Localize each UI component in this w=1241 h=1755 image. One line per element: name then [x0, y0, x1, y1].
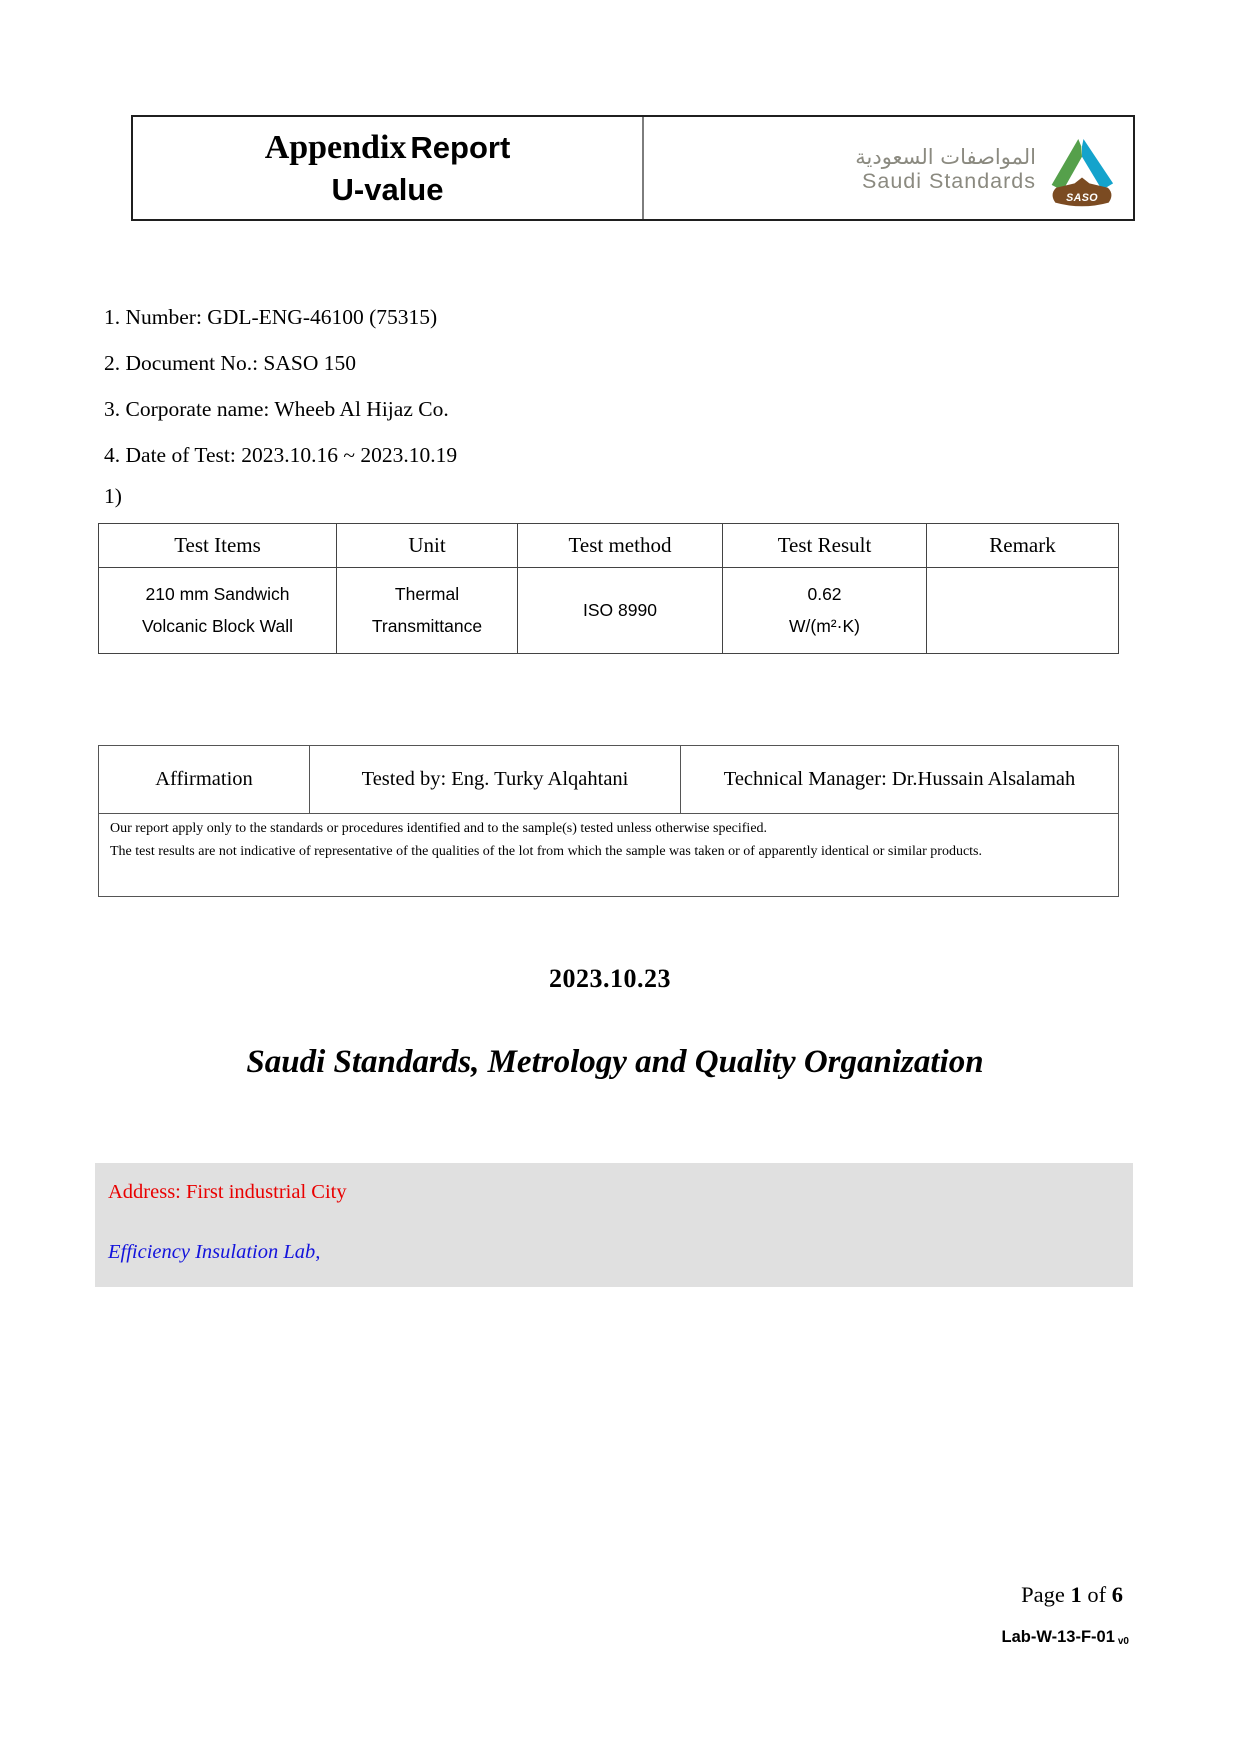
header-box: [131, 115, 1135, 221]
lab-line: Efficiency Insulation Lab,: [108, 1241, 321, 1263]
cell-test-method: ISO 8990: [518, 568, 723, 654]
info-item-corporate-name: 3. Corporate name: Wheeb Al Hijaz Co.: [104, 397, 449, 421]
disclaimer-row: [99, 814, 1119, 897]
doc-code-text: Lab-W-13-F-01: [1001, 1628, 1115, 1646]
cell-unit: [337, 568, 518, 654]
test-item-line2: Volcanic Block Wall: [141, 615, 294, 636]
page-number: [1021, 1582, 1123, 1608]
unit-line1: Thermal: [394, 584, 460, 605]
doc-version: v0: [1117, 1636, 1129, 1647]
info-list: [104, 294, 457, 478]
doc-code: [1002, 1628, 1129, 1647]
saso-triangle-icon: [1045, 137, 1119, 209]
logo-wordmark: [855, 145, 1036, 198]
report-title-word-report: Report: [410, 129, 511, 165]
result-unit: W/(m²·K): [789, 615, 860, 636]
col-header-test-items: Test Items: [99, 524, 337, 568]
col-header-remark: Remark: [927, 524, 1119, 568]
page-of: of: [1081, 1582, 1112, 1607]
organization-title: Saudi Standards, Metrology and Quality Organization: [246, 1044, 984, 1080]
unit-line2: Transmittance: [371, 615, 483, 636]
disclaimer-sentence-1: Our report apply only to the standards or procedures identified and to the sample(s) tested unless otherwise specified.: [110, 821, 768, 836]
info-item-number: 1. Number: GDL-ENG-46100 (75315): [104, 305, 438, 329]
technical-manager: Technical Manager: Dr.Hussain Alsalamah: [681, 746, 1119, 814]
results-header-row: [99, 524, 1119, 568]
tested-by: Tested by: Eng. Turky Alqahtani: [310, 746, 681, 814]
results-table-label: 1): [104, 484, 122, 508]
info-item-date-of-test: 4. Date of Test: 2023.10.16 ~ 2023.10.19: [104, 443, 458, 467]
report-date: 2023.10.23: [549, 964, 671, 993]
test-item-line1: 210 mm Sandwich: [145, 584, 290, 605]
report-title-word-appendix: Appendix: [264, 128, 407, 166]
col-header-unit: Unit: [337, 524, 518, 568]
address-box: [95, 1163, 1133, 1287]
disclaimer-sentence-2: The test results are not indicative of representative of the qualities of the lot from which the sample was taken or of apparently identical or similar products.: [110, 843, 982, 859]
page-current: 1: [1070, 1582, 1082, 1607]
disclaimer-cell: [99, 814, 1119, 897]
results-table: [98, 523, 1119, 654]
logo-english-name: Saudi Standards: [862, 168, 1036, 193]
page-total: 6: [1111, 1582, 1123, 1607]
report-subtitle: U-value: [331, 172, 444, 208]
page-prefix: Page: [1021, 1582, 1071, 1607]
cell-remark: [927, 568, 1119, 654]
affirmation-table: [98, 745, 1119, 897]
logo-arabic-name: المواصفات السعودية: [855, 144, 1036, 169]
logo-cell: [644, 117, 1133, 219]
result-value: 0.62: [807, 584, 842, 605]
report-title-cell: [133, 117, 644, 219]
affirmation-row: [99, 746, 1119, 814]
col-header-test-method: Test method: [518, 524, 723, 568]
results-data-row: [99, 568, 1119, 654]
cell-test-item: [99, 568, 337, 654]
report-title: [264, 128, 511, 166]
col-header-test-result: Test Result: [723, 524, 927, 568]
cell-test-result: [723, 568, 927, 654]
info-item-document-no: 2. Document No.: SASO 150: [104, 351, 357, 375]
affirmation-label: Affirmation: [99, 746, 310, 814]
saso-emblem-text: SASO: [1066, 192, 1098, 205]
address-line: Address: First industrial City: [108, 1181, 347, 1203]
